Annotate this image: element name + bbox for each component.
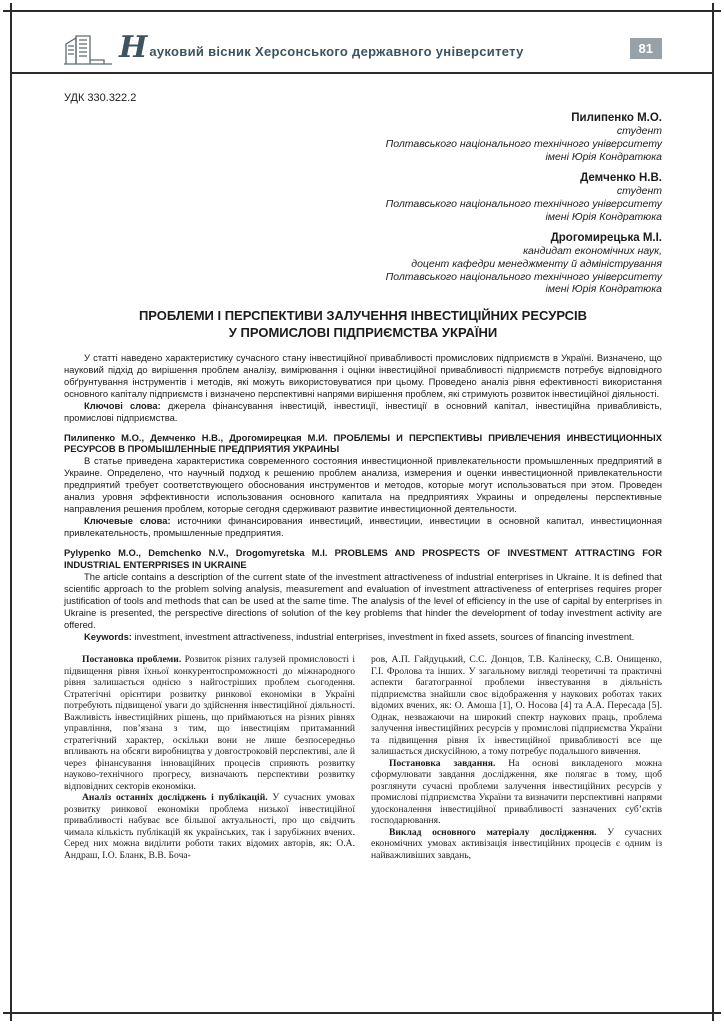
author-block: [64, 111, 662, 164]
abstract-en-keywords: [64, 631, 662, 643]
logo-initial-letter: Н: [119, 30, 148, 65]
frame-tick: [712, 3, 714, 13]
abstract-ru-keywords: [64, 515, 662, 539]
abstract-uk-keywords: [64, 400, 662, 424]
author-affiliation-line: студент: [616, 125, 662, 138]
author-affiliation-line: доцент кафедри менеджменту й адміністрування: [411, 257, 662, 270]
page-content: [64, 26, 662, 861]
article-title-line2: У ПРОМИСЛОВІ ПІДПРИЄМСТВА УКРАЇНИ: [228, 324, 498, 340]
journal-header: [64, 26, 662, 70]
paragraph-lead: Аналіз останніх досліджень і публікацій.: [82, 792, 268, 804]
paragraph-lead: Постановка завдання.: [389, 757, 496, 769]
body-column-left: [64, 654, 355, 861]
body-column-right: [371, 654, 662, 861]
paragraph-problem-statement: [64, 654, 355, 792]
paragraph-task-statement: [371, 758, 662, 827]
paragraph-lead: Постановка проблеми.: [82, 654, 182, 666]
page-number-badge: 81: [630, 38, 662, 59]
paragraph-continuation: [371, 654, 662, 758]
author-name: Демченко Н.В.: [580, 171, 662, 184]
author-affiliation-line: Полтавського національного технічного університету: [385, 197, 662, 210]
author-affiliation-line: імені Юрія Кондратюка: [545, 150, 662, 163]
author-affiliation-line: Полтавського національного технічного університету: [385, 270, 662, 283]
keywords-label-ru: Ключевые слова:: [84, 515, 171, 527]
udc-code: УДК 330.322.2: [64, 92, 137, 104]
frame-tick: [10, 1011, 12, 1021]
keywords-ru: источники финансирования инвестиций, инвестиции, инвестиции в основной капитал, инвестиционная привлекательность, промышленные предприятия.: [64, 515, 662, 538]
body-columns: [64, 654, 662, 861]
author-name: Дрогомирецька М.І.: [550, 231, 662, 244]
abstract-en-text: The article contains a description of the current state of the investment attractiveness of industrial enterprises in Ukraine. It is defined that scientific approach to the problem solving analysis, measurement and evaluation of investment attractiveness of enterprises requires proper justification of tools and methods that can be used at the same time. The analysis of the level of efficiency in the use of capital by enterprises in Ukraine is presented, the perspective directions of solution of the key problems that hinder the development of today investment activity are offered.: [64, 570, 662, 630]
abstract-ru-text: В статье приведена характеристика современного состояния инвестиционной привлекательности промышленных предприятий в Украине. Определено, что научный подход к решению проблем анализа, измерения и оценки инвестиционной привлекательности предприятий требует соответствующего обоснования инструментов и методов, которые могут использоваться при этом. Проведен анализ уровня эффективности использования основного капитала на предприятиях Украины и определены перспективные направления решения проблем, которые сегодня сдерживают развитие инвестиционной деятельности.: [64, 455, 662, 515]
keywords-label-en: Keywords:: [84, 630, 132, 642]
paragraph-lead: Виклад основного матеріалу дослідження.: [389, 826, 597, 838]
journal-title: ауковий вісник Херсонського державного університету: [149, 44, 524, 59]
frame-tick: [10, 3, 12, 13]
abstract-uk-text: У статті наведено характеристику сучасного стану інвестиційної привабливості промислових підприємств в Україні. Визначено, що науковий підхід до вирішення проблем аналізу, вимірювання і оцінки інвестиційної привабливості підприємств потребує відповідного обґрунтування інструментів і методів, які можуть використовуватися при цьому. Проведено аналіз рівня ефективності використання основного капіталу підприємств і визначено перспективні напрями вирішення проблем, які стримують розвиток інвестиційної діяльності.: [64, 351, 662, 399]
author-affiliation-line: Полтавського національного технічного університету: [385, 138, 662, 151]
author-affiliation-line: імені Юрія Кондратюка: [545, 283, 662, 296]
abstract-ru-citation: Пилипенко М.О., Демченко Н.В., Дрогомирецкая М.И. ПРОБЛЕМЫ И ПЕРСПЕКТИВЫ ПРИВЛЕЧЕНИЯ ИНВЕСТИЦИОННЫХ РЕСУРСОВ В ПРОМЫШЛЕННЫЕ ПРЕДПРИЯТИЯ УКРАИНЫ: [64, 431, 662, 455]
paragraph-text: На основі викладеного можна сформулювати завдання дослідження, яке полягає в тому, щоб розглянути сучасні проблеми залучення інвестиційних ресурсів у промислові підприємства України та визначити перспективні напрями удосконалення інвестиційної привабливості зазначених суб’єктів господарювання.: [371, 757, 662, 827]
frame-tick: [712, 1011, 714, 1021]
paragraph-text: Розвиток різних галузей промисловості і підвищення рівня їхньої конкурентоспроможності до міжнародного рівня залишається однією з найгостріших проблем сьогодення. Стратегічні орієнтири розвитку ринкової економіки в Україні потребують підвищеної уваги до здійснення інвестиційної діяльності. Важливість інвестиційних рішень, що приймаються на різних рівнях управління, пов’язана з тим, що інвестиціям притаманний стратегічний характер, оскільки вони не лише безпосередньо впливають на обсяги виробництва у довгостроковій перспективі, але й через фінансування інноваційних процесів сприяють розвитку науково-технічного прогресу, визначають перспективи розвитку відповідних секторів економіки.: [64, 654, 355, 792]
paragraph-main-material: [371, 827, 662, 862]
keywords-label-uk: Ключові слова:: [84, 399, 161, 411]
paragraph-text: У сучасних економічних умовах активізація інвестиційних процесів є одним із найважливіших завдань,: [371, 826, 663, 861]
keywords-en: investment, investment attractiveness, industrial enterprises, investment in fixed assets, sources of financing investment.: [134, 630, 635, 642]
keywords-uk: джерела фінансування інвестицій, інвестиції, інвестиції в основний капітал, інвестиційна привабливість, промислові підприємства.: [64, 399, 662, 423]
authors-block: [64, 111, 662, 296]
article-title: [64, 308, 662, 342]
paragraph-text: У сучасних умовах розвитку ринкової економіки проблема низької інвестиційної привабливості набуває все більшої актуальності, про що свідчить чимала кількість публікацій як українських, так і зарубіжних вчених. Серед них можна виділити роботи таких відомих авторів, як: О.А. Андраш, І.О. Бланк, В.В. Боча-: [64, 792, 356, 861]
author-name: Пилипенко М.О.: [571, 112, 662, 124]
author-affiliation-line: кандидат економічних наук,: [523, 244, 662, 257]
article-title-line1: ПРОБЛЕМИ І ПЕРСПЕКТИВИ ЗАЛУЧЕННЯ ІНВЕСТИЦІЙНИХ РЕСУРСІВ: [138, 308, 588, 324]
author-block: [64, 171, 662, 224]
abstract-en-citation: Pylypenko M.O., Demchenko N.V., Drogomyretska M.I. PROBLEMS AND PROSPECTS OF INVESTMENT ATTRACTING FOR INDUSTRIAL ENTERPRISES IN UKRAINE: [64, 546, 662, 570]
building-icon: [64, 30, 114, 66]
author-affiliation-line: студент: [616, 185, 662, 198]
paragraph-text: ров, А.П. Гайдуцький, С.С. Донцов, Т.В. Калінеску, С.В. Онищенко, Г.І. Фролова та інших. У загальному вигляді теоретичні та практичні аспекти багатогранної проблеми інвестування в діяльність підприємства знайшли своє відображення у наукових роботах таких відомих вчених, як: О. Амоша [1], О. Носова [4] та А.А. Пересада [5]. Однак, незважаючи на широкий спектр наукових праць, проблема залучення інвестиційних ресурсів у промислові підприємства України та підвищення рівня їх інвестиційної привабливості все ще залишається дискусійною, а тому потребує подальшого вивчення.: [371, 654, 662, 758]
author-block: [64, 231, 662, 297]
author-affiliation-line: імені Юрія Кондратюка: [545, 210, 662, 223]
journal-logo: [64, 30, 149, 66]
paragraph-recent-research: [64, 792, 355, 861]
abstracts-section: [64, 352, 662, 643]
